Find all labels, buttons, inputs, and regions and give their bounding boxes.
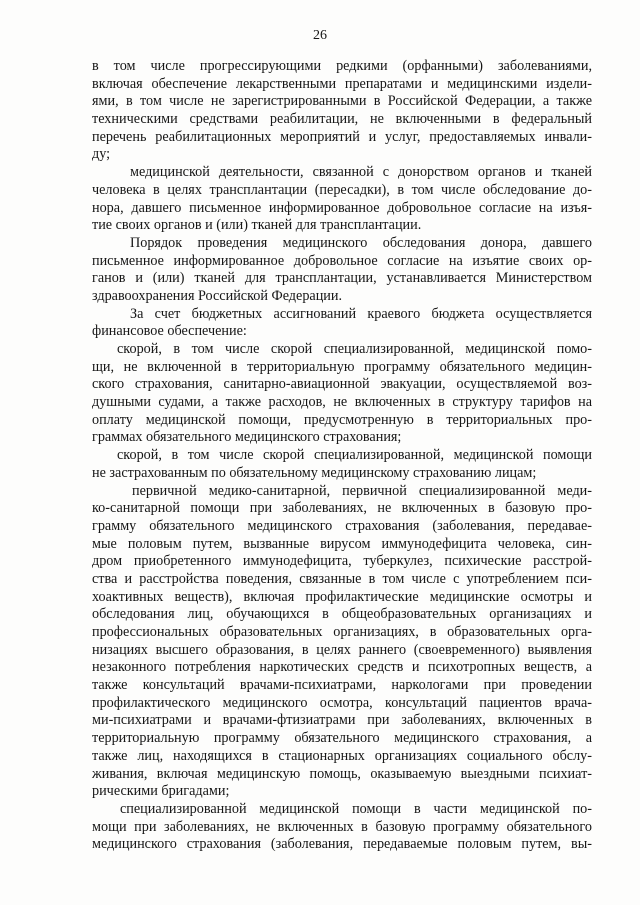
text-line: щи, не включенной в территориальную программу обязательного медицин-	[92, 358, 592, 375]
text-line: дром приобретенного иммунодефицита, туберкулез, психические расстрой-	[92, 553, 592, 570]
text-line: письменное информированное добровольное согласие на изъятие своих ор-	[92, 252, 592, 269]
text-line: медицинского страхования (заболевания, передаваемые половым путем, вы-	[92, 836, 592, 853]
page-number: 26	[313, 28, 327, 43]
text-line: незаконного потребления наркотических средств и психотропных веществ, а	[92, 659, 592, 676]
text-line: территориальную программу обязательного медицинского страхования, а	[92, 730, 592, 747]
text-line: также лиц, находящихся в стационарных организациях социального обслу-	[92, 747, 592, 764]
text-line: оплату медицинской помощи, предусмотренную в территориальных про-	[92, 411, 592, 428]
text-line: Порядок проведения медицинского обследования донора, давшего	[130, 234, 592, 251]
text-line: ганов и (или) тканей для трансплантации, устанавливается Министерством	[92, 270, 592, 287]
text-line: включая обеспечение лекарственными препаратами и медицинскими издели-	[92, 75, 592, 92]
text-line: нора, давшего письменное информированное добровольное согласие на изъя-	[92, 199, 592, 216]
text-line: рическими бригадами;	[92, 783, 230, 800]
text-line: ду;	[92, 146, 111, 163]
text-line: скорой, в том числе скорой специализированной, медицинской помо-	[117, 341, 592, 357]
text-line: мощи при заболеваниях, не включенных в базовую программу обязательного	[92, 818, 592, 835]
text-line: профилактического медицинского осмотра, консультаций пациентов врача-	[92, 694, 592, 711]
text-line: хоактивных веществ), включая профилактические медицинские осмотры и	[92, 588, 592, 605]
text-line: ского страхования, санитарно-авиационной эвакуации, осуществляемой воз-	[92, 376, 592, 393]
text-line: низациях высшего образования, в целях раннего (своевременного) выявления	[92, 641, 592, 658]
body-text	[92, 58, 592, 854]
text-line: душными судами, а также расходов, не включенных в структуру тарифов на	[92, 394, 592, 411]
text-line: ми-психиатрами и врачами-фтизиатрами при заболеваниях, включенных в	[92, 712, 592, 729]
text-line: здравоохранения Российской Федерации.	[92, 287, 343, 304]
text-line: человека в целях трансплантации (пересадки), в том числе обследование до-	[92, 181, 592, 198]
text-line: медицинской деятельности, связанной с донорством органов и тканей	[130, 164, 592, 181]
text-line: первичной медико-санитарной, первичной специализированной меди-	[132, 482, 592, 499]
text-line: ства и расстройства поведения, связанные в том числе с употреблением пси-	[92, 570, 592, 587]
text-line: мые половым путем, вызванные вирусом иммунодефицита человека, син-	[92, 535, 592, 552]
text-line: в том числе прогрессирующими редкими (орфанными) заболеваниями,	[92, 58, 592, 74]
text-line: не застрахованным по обязательному медицинскому страхованию лицам;	[92, 464, 537, 481]
text-line: также консультаций врачами-психиатрами, наркологами при проведении	[92, 677, 592, 694]
text-line: ями, в том числе не зарегистрированными в Российской Федерации, а также	[92, 93, 592, 110]
text-line: За счет бюджетных ассигнований краевого бюджета осуществляется	[130, 305, 592, 322]
text-line: специализированной медицинской помощи в части медицинской по-	[120, 800, 592, 817]
text-line: тие своих органов и (или) тканей для трансплантации.	[92, 217, 422, 234]
text-line: обследования лиц, обучающихся в общеобразовательных организациях и	[92, 606, 592, 623]
text-line: перечень реабилитационных мероприятий и услуг, предоставляемых инвали-	[92, 128, 592, 145]
text-line: ко-санитарной помощи при заболеваниях, не включенных в базовую про-	[92, 500, 592, 517]
text-line: профессиональных образовательных организациях, в образовательных орга-	[92, 624, 592, 640]
text-line: грамму обязательного медицинского страхования (заболевания, передавае-	[92, 517, 592, 534]
text-line: скорой, в том числе скорой специализированной, медицинской помощи	[117, 447, 592, 464]
text-line: живания, включая медицинскую помощь, оказываемую выездными психиат-	[92, 765, 592, 782]
text-line: техническими средствами реабилитации, не включенными в федеральный	[92, 111, 592, 128]
text-line: финансовое обеспечение:	[92, 323, 247, 340]
text-line: граммах обязательного медицинского страхования;	[92, 429, 402, 446]
